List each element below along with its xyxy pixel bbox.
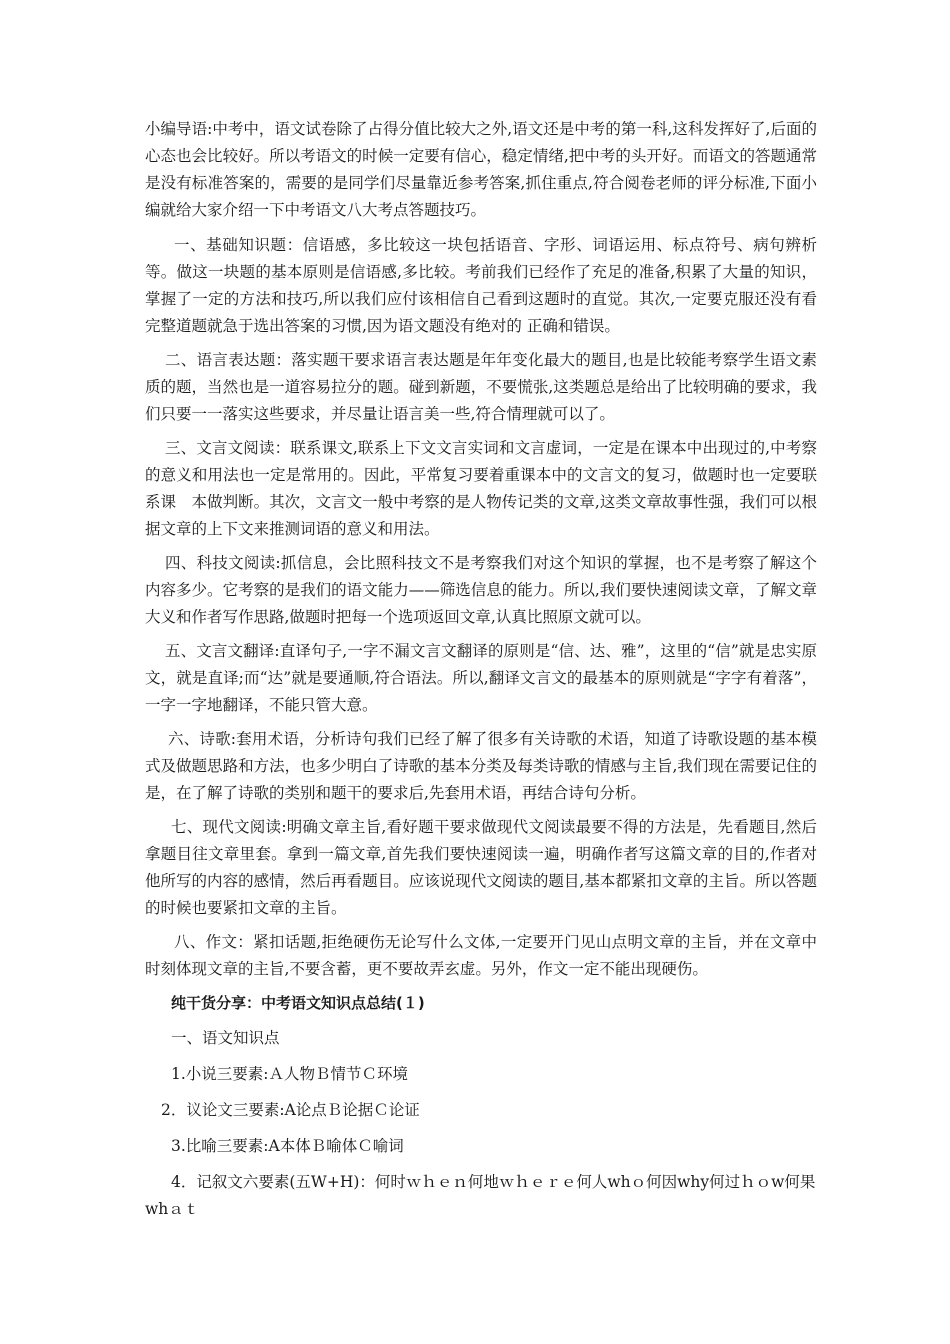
intro-paragraph: 小编导语:中考中，语文试卷除了占得分值比较大之外,语文还是中考的第一科,这科发挥好了,后面的心态也会比较好。所以考语文的时候一定要有信心，稳定情绪,把中考的头开好。而语文的答题通常是没有标准答案的，需要的是同学们尽量靠近参考答案,抓住重点,符合阅卷老师的评分标准,下面小编就给大家介绍一下中考语文八大考点答题技巧。 [145, 120, 817, 219]
tip-classical-reading: 三、文言文阅读：联系课文,联系上下文文言实词和文言虚词，一定是在课本中出现过的,中考察的意义和用法也一定是常用的。因此，平常复习要着重课本中的文言文的复习，做题时也一定要联系课 本做判断。其次，文言文一般中考察的是人物传记类的文章,这类文章故事性强，我们可以根据文章的上下文来推测词语的意义和用法。 [145, 439, 817, 538]
knowledge-item-novel: 1.小说三要素:Ａ人物Ｂ情节Ｃ环境 [171, 1065, 409, 1083]
knowledge-item-argument: 2．议论文三要素:A论点Ｂ论据Ｃ论证 [161, 1101, 420, 1119]
tip-classical-translation: 五、文言文翻译:直译句子,一字不漏文言文翻译的原则是“信、达、雅”，这里的“信”就是忠实原文，就是直译;而“达”就是要通顺,符合语法。所以,翻译文言文的最基本的原则就是“字字有着落”，一字一字地翻译，不能只管大意。 [145, 642, 817, 714]
document-body [145, 116, 817, 1232]
tip-science-reading: 四、科技文阅读:抓信息，会比照科技文不是考察我们对这个知识的掌握，也不是考察了解这个内容多少。它考察的是我们的语文能力——筛选信息的能力。所以,我们要快速阅读文章，了解文章大义和作者写作思路,做题时把每一个选项返回文章,认真比照原文就可以。 [145, 554, 817, 626]
tip-poetry: 六、诗歌:套用术语，分析诗句我们已经了解了很多有关诗歌的术语，知道了诗歌设题的基本模式及做题思路和方法，也多少明白了诗歌的基本分类及每类诗歌的情感与主旨,我们现在需要记住的是，在了解了诗歌的类别和题干的要求后,先套用术语，再结合诗句分析。 [145, 730, 817, 802]
tip-basic-knowledge: 一、基础知识题：信语感，多比较这一块包括语音、字形、词语运用、标点符号、病句辨析等。做这一块题的基本原则是信语感,多比较。考前我们已经作了充足的准备,积累了大量的知识，掌握了一定的方法和技巧,所以我们应付该相信自己看到这题时的直觉。其次,一定要克服还没有看完整道题就急于选出答案的习惯,因为语文题没有绝对的 正确和错误。 [145, 236, 817, 335]
tip-modern-reading: 七、现代文阅读:明确文章主旨,看好题干要求做现代文阅读最要不得的方法是，先看题目,然后拿题目往文章里套。拿到一篇文章,首先我们要快速阅读一遍，明确作者写这篇文章的目的,作者对他所写的内容的感情，然后再看题目。应该说现代文阅读的题目,基本都紧扣文章的主旨。所以答题的时候也要紧扣文章的主旨。 [145, 818, 817, 917]
knowledge-item-narrative: 4．记叙文六要素(五W+H)：何时ｗｈｅｎ何地ｗｈｅｒｅ何人whｏ何因why何过ｈｏw何果whａｔ [145, 1173, 816, 1218]
knowledge-item-metaphor: 3.比喻三要素:A本体Ｂ喻体Ｃ喻词 [171, 1137, 404, 1155]
knowledge-title: 一、语文知识点 [171, 1029, 280, 1047]
tip-language-expression: 二、语言表达题：落实题干要求语言表达题是年年变化最大的题目,也是比较能考察学生语文素质的题，当然也是一道容易拉分的题。碰到新题，不要慌张,这类题总是给出了比较明确的要求，我们只要一一落实这些要求，并尽量让语言美一些,符合情理就可以了。 [145, 351, 817, 423]
section-heading: 纯干货分享：中考语文知识点总结(１) [171, 994, 425, 1012]
tip-composition: 八、作文：紧扣话题,拒绝硬伤无论写什么文体,一定要开门见山点明文章的主旨，并在文章中时刻体现文章的主旨,不要含蓄，更不要故弄玄虚。另外，作文一定不能出现硬伤。 [145, 933, 817, 978]
